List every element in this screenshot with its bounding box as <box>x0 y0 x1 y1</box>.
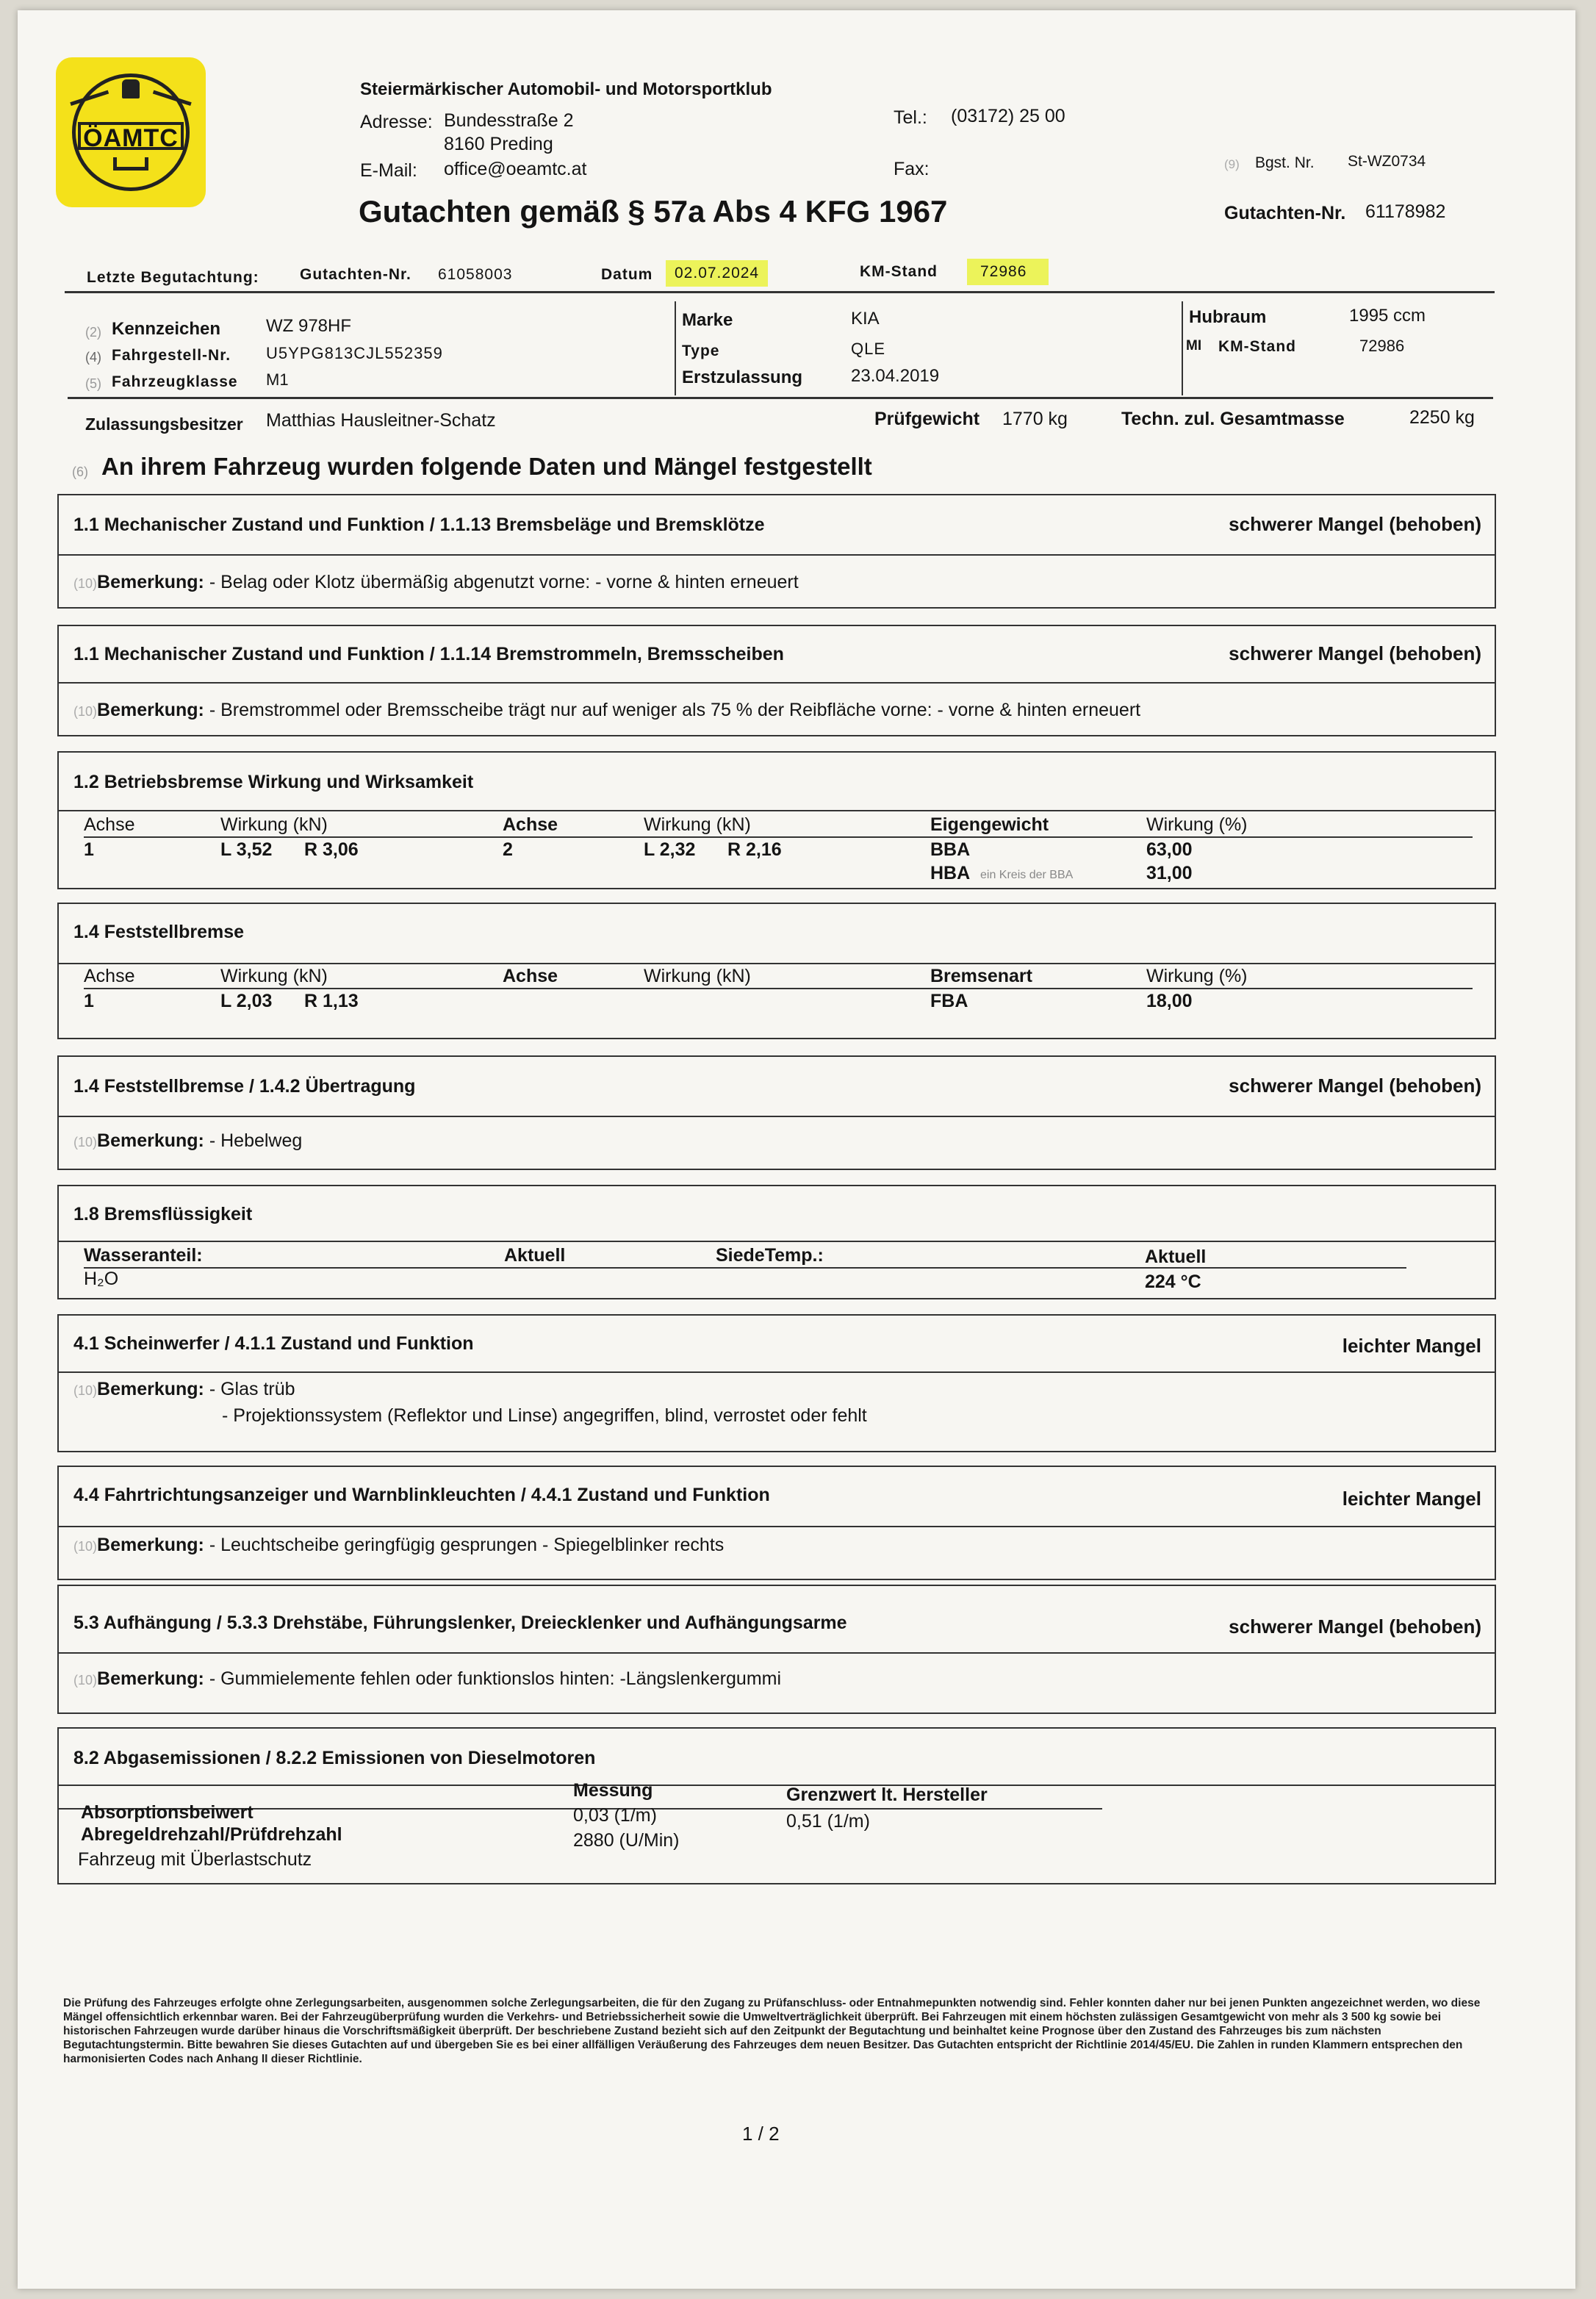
col-wirkung: Wirkung (kN) <box>220 814 328 835</box>
remark-code: (10) <box>73 1135 98 1150</box>
hubraum-label: Hubraum <box>1189 307 1267 327</box>
section-title: 8.2 Abgasemissionen / 8.2.2 Emissionen von Dieselmotoren <box>73 1748 596 1768</box>
col-aktuell-2: Aktuell <box>1145 1247 1207 1267</box>
email[interactable]: office@oeamtc.at <box>444 159 587 179</box>
hba-value: 31,00 <box>1146 863 1193 883</box>
betriebsbremse-section <box>57 751 1496 889</box>
besitzer: Matthias Hausleitner-Schatz <box>266 410 496 431</box>
severity-badge: leichter Mangel <box>1342 1335 1481 1357</box>
last-gutachten-number: 61058003 <box>438 266 513 283</box>
mi-label: MI <box>1186 338 1202 354</box>
remark-text: - Gummielemente fehlen oder funktionslos hinten: -Längslenkergummi <box>209 1668 782 1689</box>
fba-label: FBA <box>930 991 968 1011</box>
logo-text: ÖAMTC <box>78 122 184 150</box>
hubraum: 1995 ccm <box>1349 306 1426 326</box>
finding-aufhaengung <box>57 1585 1496 1714</box>
erstzulassung: 23.04.2019 <box>851 366 940 386</box>
drehzahl-label: Abregeldrehzahl/Prüfdrehzahl <box>81 1824 342 1845</box>
severity-badge: schwerer Mangel (behoben) <box>1229 642 1481 664</box>
ueberlastschutz: Fahrzeug mit Überlastschutz <box>78 1849 312 1870</box>
code-kennzeichen: (2) <box>85 325 101 340</box>
col-achse-2: Achse <box>503 966 558 986</box>
remark-text-2: - Projektionssystem (Reflektor und Linse) angegriffen, blind, verrostet oder fehlt <box>222 1405 867 1426</box>
col-achse: Achse <box>84 966 135 986</box>
gesamtmasse: 2250 kg <box>1409 407 1475 428</box>
remark-label: Bemerkung: <box>97 572 204 592</box>
col-wirkung-2: Wirkung (kN) <box>644 814 751 835</box>
remark-text: - Hebelweg <box>209 1130 303 1151</box>
bba-value: 63,00 <box>1146 839 1193 860</box>
col-siedetemp: SiedeTemp.: <box>716 1245 824 1266</box>
absorption-grenzwert: 0,51 (1/m) <box>786 1811 870 1832</box>
section-title: 1.2 Betriebsbremse Wirkung und Wirksamkeit <box>73 772 474 792</box>
code-fahrgestell: (4) <box>85 350 101 365</box>
col-wirkung-prozent: Wirkung (%) <box>1146 814 1248 835</box>
pruefgewicht: 1770 kg <box>1002 409 1068 429</box>
achse-1: 1 <box>84 839 94 860</box>
severity-badge: schwerer Mangel (behoben) <box>1229 1075 1481 1097</box>
feststellbremse-section <box>57 903 1496 1039</box>
col-wirkung-prozent: Wirkung (%) <box>1146 966 1248 986</box>
drehzahl-value: 2880 (U/Min) <box>573 1830 680 1851</box>
finding-bremsscheiben <box>57 625 1496 736</box>
fahrgestell-label: Fahrgestell-Nr. <box>112 347 231 364</box>
absorption-label: Absorptionsbeiwert <box>81 1802 254 1823</box>
last-inspection-label: Letzte Begutachtung: <box>87 269 259 286</box>
fahrzeugklasse-label: Fahrzeugklasse <box>112 373 238 390</box>
remark-code: (10) <box>73 576 98 591</box>
finding-bremsbelaege <box>57 494 1496 609</box>
col-messung: Messung <box>573 1780 653 1801</box>
remark-text: - Leuchtscheibe geringfügig gesprungen - Spiegelblinker rechts <box>209 1535 725 1555</box>
col-bremsenart: Bremsenart <box>930 966 1032 986</box>
kennzeichen-label: Kennzeichen <box>112 319 221 339</box>
col-grenzwert: Grenzwert lt. Hersteller <box>786 1785 988 1805</box>
finding-scheinwerfer <box>57 1314 1496 1452</box>
h2o-label: H₂O <box>84 1269 119 1289</box>
address-line2: 8160 Preding <box>444 134 553 154</box>
remark-label: Bemerkung: <box>97 700 204 720</box>
finding-title: 1.1 Mechanischer Zustand und Funktion / 1.1.13 Bremsbeläge und Bremsklötze <box>73 514 765 535</box>
section-title: 1.4 Feststellbremse <box>73 922 245 942</box>
bgst-number: St-WZ0734 <box>1348 153 1426 170</box>
type: QLE <box>851 340 886 358</box>
bba-label: BBA <box>930 839 971 860</box>
achse-1: 1 <box>84 991 94 1011</box>
divider <box>65 291 1495 293</box>
pruefgewicht-label: Prüfgewicht <box>874 409 980 429</box>
fax-label: Fax: <box>894 159 930 179</box>
col-achse: Achse <box>84 814 135 835</box>
achse-2: 2 <box>503 839 513 860</box>
finding-title: 4.4 Fahrtrichtungsanzeiger und Warnblinkleuchten / 4.4.1 Zustand und Funktion <box>73 1485 770 1505</box>
bgst-code: (9) <box>1224 157 1240 171</box>
achse-1-links: L 3,52 <box>220 839 273 860</box>
achse-1-links: L 2,03 <box>220 991 273 1011</box>
erstzulassung-label: Erstzulassung <box>682 367 803 387</box>
findings-heading: An ihrem Fahrzeug wurden folgende Daten und Mängel festgestellt <box>101 453 872 480</box>
finding-title: 1.1 Mechanischer Zustand und Funktion / 1.1.14 Bremstrommeln, Bremsscheiben <box>73 644 784 664</box>
remark-code: (10) <box>73 1539 98 1554</box>
type-label: Type <box>682 342 720 359</box>
remark-code: (10) <box>73 1383 98 1398</box>
last-datum-label: Datum <box>601 266 653 283</box>
remark-label: Bemerkung: <box>97 1535 204 1555</box>
remark-text: - Glas trüb <box>209 1379 295 1399</box>
achse-1-rechts: R 1,13 <box>304 991 359 1011</box>
gutachten-number: 61178982 <box>1365 201 1446 222</box>
page-number: 1 / 2 <box>742 2123 780 2145</box>
tel-label: Tel.: <box>894 107 927 128</box>
km-stand: 72986 <box>1359 337 1405 355</box>
address-line1: Bundesstraße 2 <box>444 110 574 131</box>
achse-2-links: L 2,32 <box>644 839 696 860</box>
bremsfluessigkeit-section <box>57 1185 1496 1299</box>
severity-badge: leichter Mangel <box>1342 1488 1481 1510</box>
last-km: 72986 <box>967 259 1049 285</box>
club-name: Steiermärkischer Automobil- und Motorsportklub <box>360 79 772 99</box>
last-km-label: KM-Stand <box>860 263 938 280</box>
col-wirkung-2: Wirkung (kN) <box>644 966 751 986</box>
document-title: Gutachten gemäß § 57a Abs 4 KFG 1967 <box>359 194 948 229</box>
code-fahrzeugklasse: (5) <box>85 376 101 391</box>
bgst-label: Bgst. Nr. <box>1255 154 1315 171</box>
km-stand-label: KM-Stand <box>1218 338 1296 355</box>
kennzeichen: WZ 978HF <box>266 316 352 336</box>
remark-label: Bemerkung: <box>97 1130 204 1151</box>
gesamtmasse-label: Techn. zul. Gesamtmasse <box>1121 409 1345 429</box>
col-wirkung: Wirkung (kN) <box>220 966 328 986</box>
marke: KIA <box>851 309 880 329</box>
severity-badge: schwerer Mangel (behoben) <box>1229 1615 1481 1638</box>
findings-code: (6) <box>72 465 88 479</box>
hba-note: ein Kreis der BBA <box>980 869 1074 881</box>
tel: (03172) 25 00 <box>951 106 1065 126</box>
marke-label: Marke <box>682 310 733 330</box>
col-eigengewicht: Eigengewicht <box>930 814 1049 835</box>
remark-text: - Bremstrommel oder Bremsscheibe trägt nur auf weniger als 75 % der Reibfläche vorne: - vorne & hinten erneuert <box>209 700 1141 720</box>
finding-title: 4.1 Scheinwerfer / 4.1.1 Zustand und Funktion <box>73 1333 474 1354</box>
col-aktuell: Aktuell <box>504 1245 566 1266</box>
remark-code: (10) <box>73 1673 98 1688</box>
fba-value: 18,00 <box>1146 991 1193 1011</box>
finding-title: 1.4 Feststellbremse / 1.4.2 Übertragung <box>73 1076 416 1097</box>
legal-footnote: Die Prüfung des Fahrzeuges erfolgte ohne Zerlegungsarbeiten, ausgenommen solche Zerlegungsarbeiten, die für den Zugang zu Prüfanschluss- oder Entnahmepunkten notwendig sind. Fehler konnten daher nur bei jenen Punkten angezeichnet werden, wo diese Mängel offensichtlich erkennbar waren. Bei der Fahrzeugüberprüfung wurden die Verkehrs- und Betriebssicherheit sowie die Umweltverträglichkeit überprüft. Bei Fahrzeugen mit einem höchsten zulässigen Gesamtgewicht von mehr als 3 500 kg sowie bei historischen Fahrzeugen wurde darüber hinaus die Vorschriftsmäßigkeit überprüft. Der beschriebene Zustand bezieht sich auf den Zeitpunkt der Begutachtung und beinhaltet keine Prognose über den Zustand des Fahrzeuges bis zum nächsten Begutachtungstermin. Bitte bewahren Sie dieses Gutachten auf und übergeben Sie es bei einer allfälligen Veräußerung des Fahrzeuges dem neuen Besitzer. Das Gutachten entspricht der Richtlinie 2014/45/EU. Die Zahlen in runden Klammern entsprechen den harmonisierten Codes nach Anhang II dieser Richtlinie. <box>63 1997 1481 2065</box>
abgasemissionen-section <box>57 1727 1496 1884</box>
fahrgestell-number: U5YPG813CJL552359 <box>266 344 443 362</box>
hba-label: HBA <box>930 863 971 883</box>
remark-code: (10) <box>73 704 98 719</box>
achse-2-rechts: R 2,16 <box>727 839 782 860</box>
finding-title: 5.3 Aufhängung / 5.3.3 Drehstäbe, Führungslenker, Dreiecklenker und Aufhängungsarme <box>73 1613 847 1633</box>
gutachten-label: Gutachten-Nr. <box>1224 203 1346 223</box>
email-label: E-Mail: <box>360 160 417 181</box>
col-wasseranteil: Wasseranteil: <box>84 1245 203 1266</box>
severity-badge: schwerer Mangel (behoben) <box>1229 513 1481 535</box>
fahrzeugklasse: M1 <box>266 370 289 389</box>
section-title: 1.8 Bremsflüssigkeit <box>73 1204 253 1224</box>
last-datum: 02.07.2024 <box>666 260 768 287</box>
finding-blinker <box>57 1466 1496 1580</box>
col-achse-2: Achse <box>503 814 558 835</box>
last-gutachten-label: Gutachten-Nr. <box>300 266 411 283</box>
remark-label: Bemerkung: <box>97 1668 204 1689</box>
finding-uebertragung <box>57 1055 1496 1170</box>
absorption-value: 0,03 (1/m) <box>573 1805 657 1826</box>
address-label: Adresse: <box>360 112 433 132</box>
remark-text: - Belag oder Klotz übermäßig abgenutzt vorne: - vorne & hinten erneuert <box>209 572 799 592</box>
siedetemp-value: 224 °C <box>1145 1272 1201 1292</box>
achse-1-rechts: R 3,06 <box>304 839 359 860</box>
oeamtc-logo <box>56 57 206 207</box>
remark-label: Bemerkung: <box>97 1379 204 1399</box>
besitzer-label: Zulassungsbesitzer <box>85 415 243 434</box>
